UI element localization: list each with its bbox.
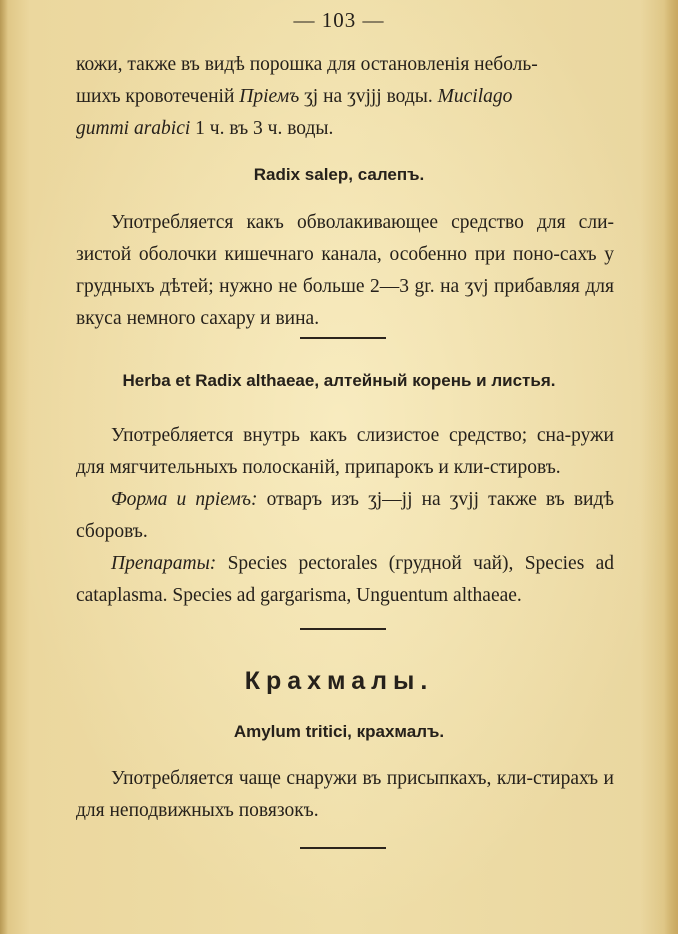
forma-text: отваръ изъ ʒj—jj на ʒvjj также въ видѣ сборовъ. — [76, 489, 614, 542]
salep-heading: Radix salep, салепъ. — [253, 165, 425, 184]
continuation-line-3-text: 1 ч. въ 3 ч. воды. — [190, 118, 334, 139]
althaea-preparaty — [76, 548, 614, 612]
continuation-line-2-dose: ʒj на ʒvjjj воды. — [299, 86, 438, 107]
page-left-edge-shadow — [0, 0, 8, 934]
gummi-arabici-label: gummi arabici — [76, 118, 191, 139]
continuation-line-2 — [76, 81, 614, 113]
section-divider-1 — [300, 337, 386, 339]
section-divider-2 — [300, 628, 386, 630]
page-number: — 103 — — [293, 8, 385, 32]
section-divider-3 — [300, 847, 386, 849]
continuation-line-3 — [76, 113, 614, 145]
mucilago-label: Mucilago — [437, 86, 513, 107]
section-title: Крахмалы. — [244, 667, 434, 695]
continuation-line-1: кожи, также въ видѣ порошка для остановленія неболь- — [76, 54, 538, 75]
preparaty-text: Species pectorales (грудной чай), Species ad cataplasma. Species ad gargarisma, Unguentum althaeae. — [76, 553, 614, 606]
preparaty-label: Препараты: — [111, 553, 217, 574]
continuation-paragraph — [76, 49, 614, 145]
amylum-heading: Amylum tritici, крахмалъ. — [233, 722, 445, 741]
althaea-forma — [76, 484, 614, 548]
forma-label: Форма и пріемъ: — [111, 489, 258, 510]
continuation-line-2-text: шихъ кровотеченій — [76, 86, 240, 107]
page-right-edge-shadow — [664, 0, 678, 934]
althaea-paragraph: Употребляется внутрь какъ слизистое средство; сна-ружи для мягчительныхъ полосканій, припарокъ и кли-стировъ. — [76, 425, 614, 478]
althaea-block — [76, 420, 614, 612]
amylum-paragraph: Употребляется чаще снаружи въ присыпкахъ, кли-стирахъ и для неподвижныхъ повязокъ. — [76, 768, 614, 821]
salep-paragraph: Употребляется какъ обволакивающее средство для сли-зистой оболочки кишечнаго канала, особенно при поно-сахъ у грудныхъ дѣтей; нужно не больше 2—3 gr. на ʒvj прибавляя для вкуса немного сахару и вина. — [76, 212, 614, 329]
althaea-heading: Herba et Radix althaeae, алтейный корень и листья. — [122, 371, 556, 390]
priem-label: Пріемъ — [239, 86, 300, 107]
